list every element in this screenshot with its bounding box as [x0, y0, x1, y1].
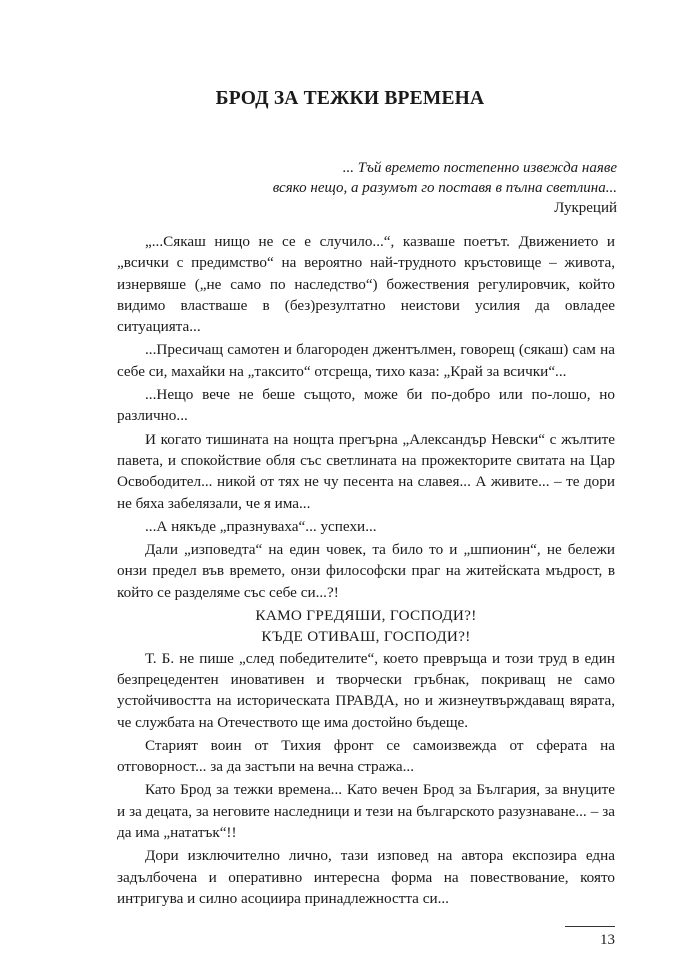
paragraph-9: Като Брод за тежки времена... Като вечен Брод за България, за внуците и за децата, за неговите наследници и тези на българското разузнаване... – за да има „нататък“!!	[117, 781, 615, 842]
paragraph-2: ...Пресичащ самотен и благороден джентълмен, говорещ (сякаш) сам на себе си, махайки на „таксито“ отсреща, тихо каза: „Край за всички“...	[117, 341, 615, 380]
paragraph-10: Дори изключително лично, тази изповед на автора експозира една задълбочена и оперативно интересна форма на повествование, която интригува и силно асоциира принадлежността си...	[117, 847, 615, 907]
paragraph-5: ...А някъде „празнуваха“... успехи...	[145, 517, 377, 535]
body-text	[117, 231, 615, 911]
page-number: 13	[600, 932, 615, 948]
paragraph-4: И когато тишината на нощта прегърна „Александър Невски“ с жълтите павета, и спокойствие обля със светлината на прожекторите свитата на Цар Освободител... никой от тях не чу песента на славея... А живите... – те дори не бяха забелязали, че я има...	[117, 430, 615, 512]
chapter-title: БРОД ЗА ТЕЖКИ ВРЕМЕНА	[215, 88, 485, 109]
paragraph-3: ...Нещо вече не беше същото, може би по-добро или по-лошо, но различно...	[117, 386, 615, 425]
paragraph-1: „...Сякаш нищо не се е случило...“, казваше поетът. Движението и „всички с предимство“ на вероятно най-трудното кръстовище – живота, изнервяше („не само по наследство“) божествения регулировчик, който видимо властваше в (без)резултатно неистови усилия да овладее ситуацията...	[117, 233, 615, 336]
centered-heading-2: КЪДЕ ОТИВАШ, ГОСПОДИ?!	[261, 628, 471, 646]
paragraph-8: Старият воин от Тихия фронт се самоизвежда от сферата на отговорност... за да застъпи на вечна стража...	[117, 736, 615, 776]
epigraph	[117, 158, 617, 218]
centered-heading-1: КАМО ГРЕДЯШИ, ГОСПОДИ?!	[255, 607, 477, 625]
paragraph-6: Дали „изповедта“ на един човек, та било то и „шпионин“, не бележи онзи предел във времето, онзи философски праг на житейската мъдрост, в който се разделяме със себе си...?!	[117, 541, 615, 601]
epigraph-line-2: всяко нещо, а разумът го поставя в пълна светлина...	[272, 180, 617, 196]
epigraph-author: Лукреций	[554, 200, 617, 216]
paragraph-7: Т. Б. не пише „след победителите“, което превръща и този труд в един безпрецедентен иновативен и творчески гръбнак, покриващ не само устойчивостта на историческата ПРАВДА, но и жизнеутвърждаващ вярата, че службата на Отечеството ще има достойно бъдеще.	[117, 649, 615, 731]
footer-rule	[565, 926, 615, 927]
epigraph-line-1: ... Тъй времето постепенно извежда наяве	[342, 160, 617, 176]
